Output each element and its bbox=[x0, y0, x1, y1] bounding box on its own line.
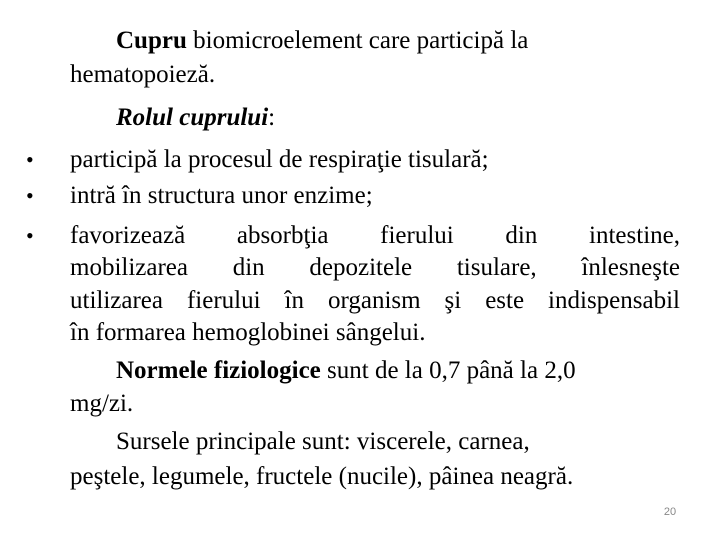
sources-line-1: Sursele principale sunt: viscerele, carnea, bbox=[116, 428, 530, 455]
norms-text: sunt de la 0,7 până la 2,0 bbox=[320, 357, 576, 384]
norms-line bbox=[116, 354, 680, 388]
bullet-item-3-line-4: în formarea hemoglobinei sângelui. bbox=[70, 319, 426, 346]
norms-line-2: mg/zi. bbox=[70, 390, 134, 417]
copper-intro-line-2: hematopoieză. bbox=[70, 61, 216, 88]
bullet-icon-2: • bbox=[26, 183, 34, 208]
bullet-item-3-line-3: utilizarea fierului în organism şi este indispensabil bbox=[70, 287, 680, 314]
bullet-item-3-line-1: favorizează absorbţia fierului din intestine, bbox=[70, 222, 680, 249]
role-heading-colon: : bbox=[268, 104, 276, 131]
norms-term: Normele fiziologice bbox=[116, 357, 321, 384]
bullet-item-3-line-2: mobilizarea din depozitele tisulare, înlesneşte bbox=[70, 254, 680, 281]
bullet-icon-3: • bbox=[26, 223, 34, 248]
page-number: 20 bbox=[663, 506, 677, 518]
role-heading-text: Rolul cuprului bbox=[116, 104, 269, 131]
sources-line-2: peştele, legumele, fructele (nucile), pâinea neagră. bbox=[70, 463, 574, 490]
copper-term: Cupru bbox=[116, 27, 187, 54]
bullet-item-2: intră în structura unor enzime; bbox=[70, 182, 373, 209]
role-heading bbox=[116, 101, 680, 135]
bullet-item-1: participă la procesul de respiraţie tisulară; bbox=[70, 146, 489, 173]
copper-intro-line bbox=[116, 24, 680, 58]
bullet-icon-1: • bbox=[26, 147, 34, 172]
copper-intro-text: biomicroelement care participă la bbox=[186, 27, 529, 54]
